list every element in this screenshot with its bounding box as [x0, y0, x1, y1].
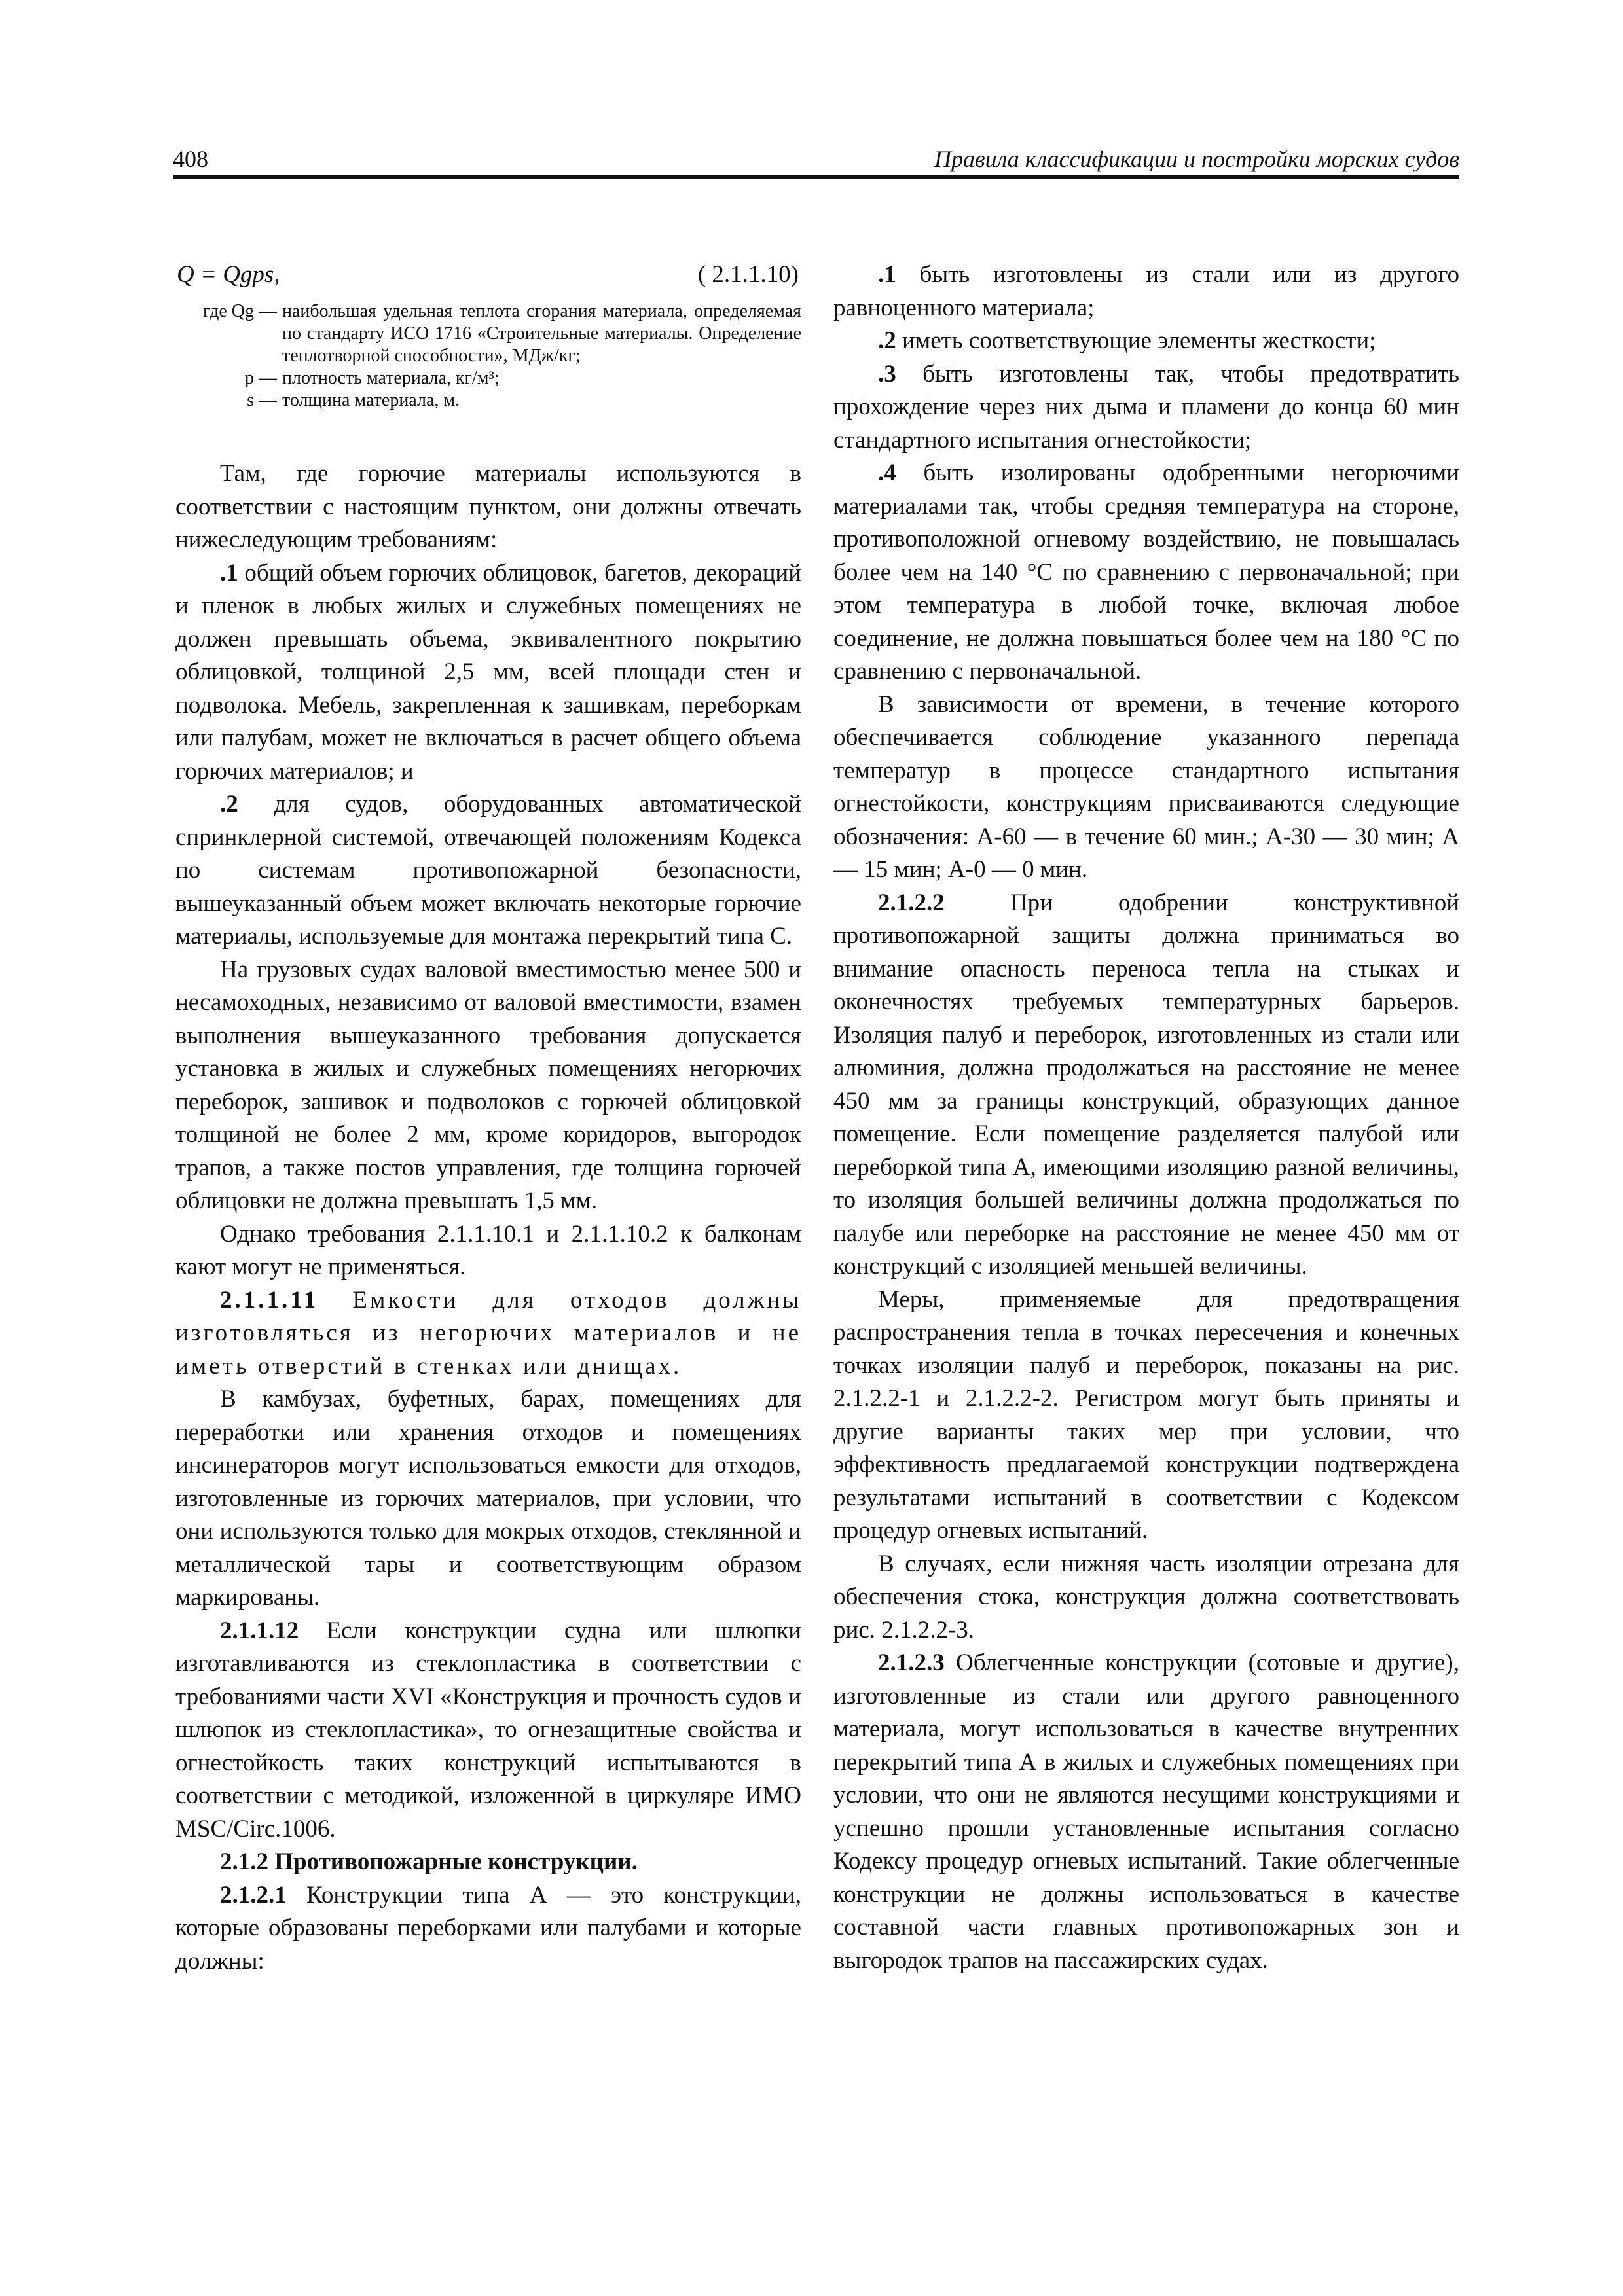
- section-number: 2.1.2.3: [878, 1649, 945, 1676]
- list-item: [833, 325, 1459, 358]
- header-rule: [173, 175, 1459, 179]
- item-text: иметь соответствующие элементы жесткости;: [896, 327, 1376, 354]
- legend-row: [175, 367, 801, 389]
- item-text: для судов, оборудованных автоматической спринклерной системой, отвечающей положениям Кодекса по системам противопожарной безопасности, вышеуказанный объем может включать некоторые горючие материалы, используемые для монтажа перекрытий типа С.: [175, 791, 801, 950]
- section-number: 2.1.2.2: [878, 889, 945, 916]
- section-text: При одобрении конструктивной противопожарной защиты должна приниматься во внимание опасность переноса тепла на стыках и оконечностях требуемых температурных барьеров. Изоляция палуб и переборок, изготовленных из стали или алюминия, должна продолжаться на расстояние не менее 450 мм за границы конструкций, образующих данное помещение. Если помещение разделяется палубой или переборкой типа А, имеющими изоляцию разной величины, то изоляция большей величины должна продолжаться по палубе или переборке на расстояние не менее 450 мм от конструкций с изоляцией меньшей величины.: [833, 889, 1459, 1280]
- formula-number: ( 2.1.1.10): [697, 261, 799, 288]
- item-number: .2: [220, 791, 238, 817]
- section-text: Если конструкции судна или шлюпки изготавливаются из стеклопластика в соответствии с требованиями части XVI «Конструкция и прочность судов и шлюпок из стеклопластика», то огнезащитные свойства и огнестойкость таких конструкций испытываются в соответствии с методикой, изложенной в циркуляре ИМО MSC/Circ.1006.: [175, 1617, 801, 1842]
- item-text: быть изготовлены из стали или из другого равноценного материала;: [833, 261, 1459, 321]
- formula-legend: [175, 300, 801, 412]
- legend-symbol: p —: [245, 368, 277, 388]
- list-item: [175, 788, 801, 954]
- section-number: 2.1.2.1: [220, 1881, 287, 1909]
- legend-symbol: где Qg —: [203, 301, 277, 321]
- running-title: Правила классификации и постройки морских судов: [934, 146, 1459, 172]
- item-number: .2: [878, 327, 896, 354]
- item-number: .1: [878, 261, 896, 288]
- paragraph: В случаях, если нижняя часть изоляции отрезана для обеспечения стока, конструкция должна соответствовать рис. 2.1.2.2-3.: [833, 1550, 1459, 1643]
- paragraph: На грузовых судах валовой вместимостью менее 500 и несамоходных, независимо от валовой вместимости, взамен выполнения вышеуказанного требования допускается установка в жилых и служебных помещениях негорючих переборок, зашивок и подволоков с горючей облицовкой толщиной не более 2 мм, кроме коридоров, выгородок трапов, а также постов управления, где толщина горючей облицовки не должна превышать 1,5 мм.: [175, 956, 801, 1214]
- legend-text: плотность материала, кг/м³;: [282, 368, 500, 388]
- formula-expression: Q = Qgps,: [177, 261, 280, 288]
- section-number: 2.1.1.12: [220, 1617, 299, 1644]
- section-text: Конструкции типа А — это конструкции, которые образованы переборками или палубами и которые должны:: [175, 1881, 801, 1975]
- formula: [175, 259, 801, 291]
- list-item: [833, 358, 1459, 457]
- section-text: Облегченные конструкции (сотовые и другие), изготовленные из стали или другого равноценного материала, могут использоваться в качестве внутренних перекрытий типа А в жилых и служебных помещениях при условии, что они не являются несущими конструкциями и успешно прошли установленные испытания согласно Кодексу процедур огневых испытаний. Такие облегченные конструкции не должны использоваться в качестве составной части главных противопожарных зон и выгородок трапов на пассажирских судах.: [833, 1649, 1459, 1974]
- legend-symbol: s —: [247, 390, 277, 410]
- list-item: [833, 259, 1459, 325]
- section-2-1-1-11: [175, 1284, 801, 1384]
- section-2-1-1-12: [175, 1615, 801, 1846]
- section-2-1-2-2: [833, 887, 1459, 1283]
- paragraph: В зависимости от времени, в течение которого обеспечивается соблюдение указанного перепада температур в процессе стандартного испытания огнестойкости, конструкциям присваиваются следующие обозначения: А-60 — в течение 60 мин.; А-30 — 30 мин; А — 15 мин; А-0 — 0 мин.: [833, 691, 1459, 883]
- item-number: .4: [878, 459, 896, 486]
- list-item: [833, 457, 1459, 689]
- item-number: .3: [878, 360, 896, 387]
- paragraph: Однако требования 2.1.1.10.1 и 2.1.1.10.2 к балконам кают могут не применяться.: [175, 1220, 801, 1280]
- section-heading: 2.1.2 Противопожарные конструкции.: [220, 1848, 638, 1875]
- item-text: общий объем горючих облицовок, багетов, декораций и пленок в любых жилых и служебных помещениях не должен превышать объема, эквивалентного покрытию облицовкой, толщиной 2,5 мм, всей площади стен и подволока. Мебель, закрепленная к зашивкам, переборкам или палубам, может не включаться в расчет общего объема горючих материалов; и: [175, 559, 801, 785]
- item-text: быть изолированы одобренными негорючими материалами так, чтобы средняя температура на стороне, противоположной огневому воздействию, не повышалась более чем на 140 °С по сравнению с первоначальной; при этом температура в любой точке, включая любое соединение, не должна повышаться более чем на 180 °С по сравнению с первоначальной.: [833, 459, 1459, 685]
- legend-text: наибольшая удельная теплота сгорания материала, определяемая по стандарту ИСО 1716 «Строительные материалы. Определение теплотворной способности», МДж/кг;: [282, 301, 801, 366]
- legend-row: [175, 300, 801, 367]
- legend-text: толщина материала, м.: [282, 390, 460, 410]
- list-item: [175, 557, 801, 789]
- item-number: .1: [220, 559, 238, 586]
- right-column: [833, 259, 1459, 1977]
- page-number: 408: [173, 146, 208, 172]
- item-text: быть изготовлены так, чтобы предотвратить прохождение через них дыма и пламени до конца 60 мин стандартного испытания огнестойкости;: [833, 360, 1459, 454]
- section-number: 2.1.1.11: [220, 1286, 319, 1314]
- section-2-1-2-3: [833, 1647, 1459, 1977]
- paragraph: Там, где горючие материалы используются в соответствии с настоящим пунктом, они должны отвечать нижеследующим требованиям:: [175, 460, 801, 553]
- left-column: [175, 259, 801, 1978]
- page-header: [173, 145, 1459, 179]
- section-text: Емкости для отходов должны изготовляться из негорючих материалов и не иметь отверстий в стенках или днищах.: [175, 1286, 801, 1380]
- paragraph: В камбузах, буфетных, барах, помещениях для переработки или хранения отходов и помещениях инсинераторов могут использоваться емкости для отходов, изготовленные из горючих материалов, при условии, что они используются только для мокрых отходов, стеклянной и металлической тары и соответствующим образом маркированы.: [175, 1386, 801, 1611]
- paragraph: Меры, применяемые для предотвращения распространения тепла в точках пересечения и конечных точках изоляции палуб и переборок, показаны на рис. 2.1.2.2-1 и 2.1.2.2-2. Регистром могут быть приняты и другие варианты таких мер при условии, что эффективность предлагаемой конструкции подтверждена результатами испытаний в соответствии с Кодексом процедур огневых испытаний.: [833, 1285, 1459, 1544]
- section-2-1-2-1: [175, 1879, 801, 1979]
- legend-row: [175, 389, 801, 412]
